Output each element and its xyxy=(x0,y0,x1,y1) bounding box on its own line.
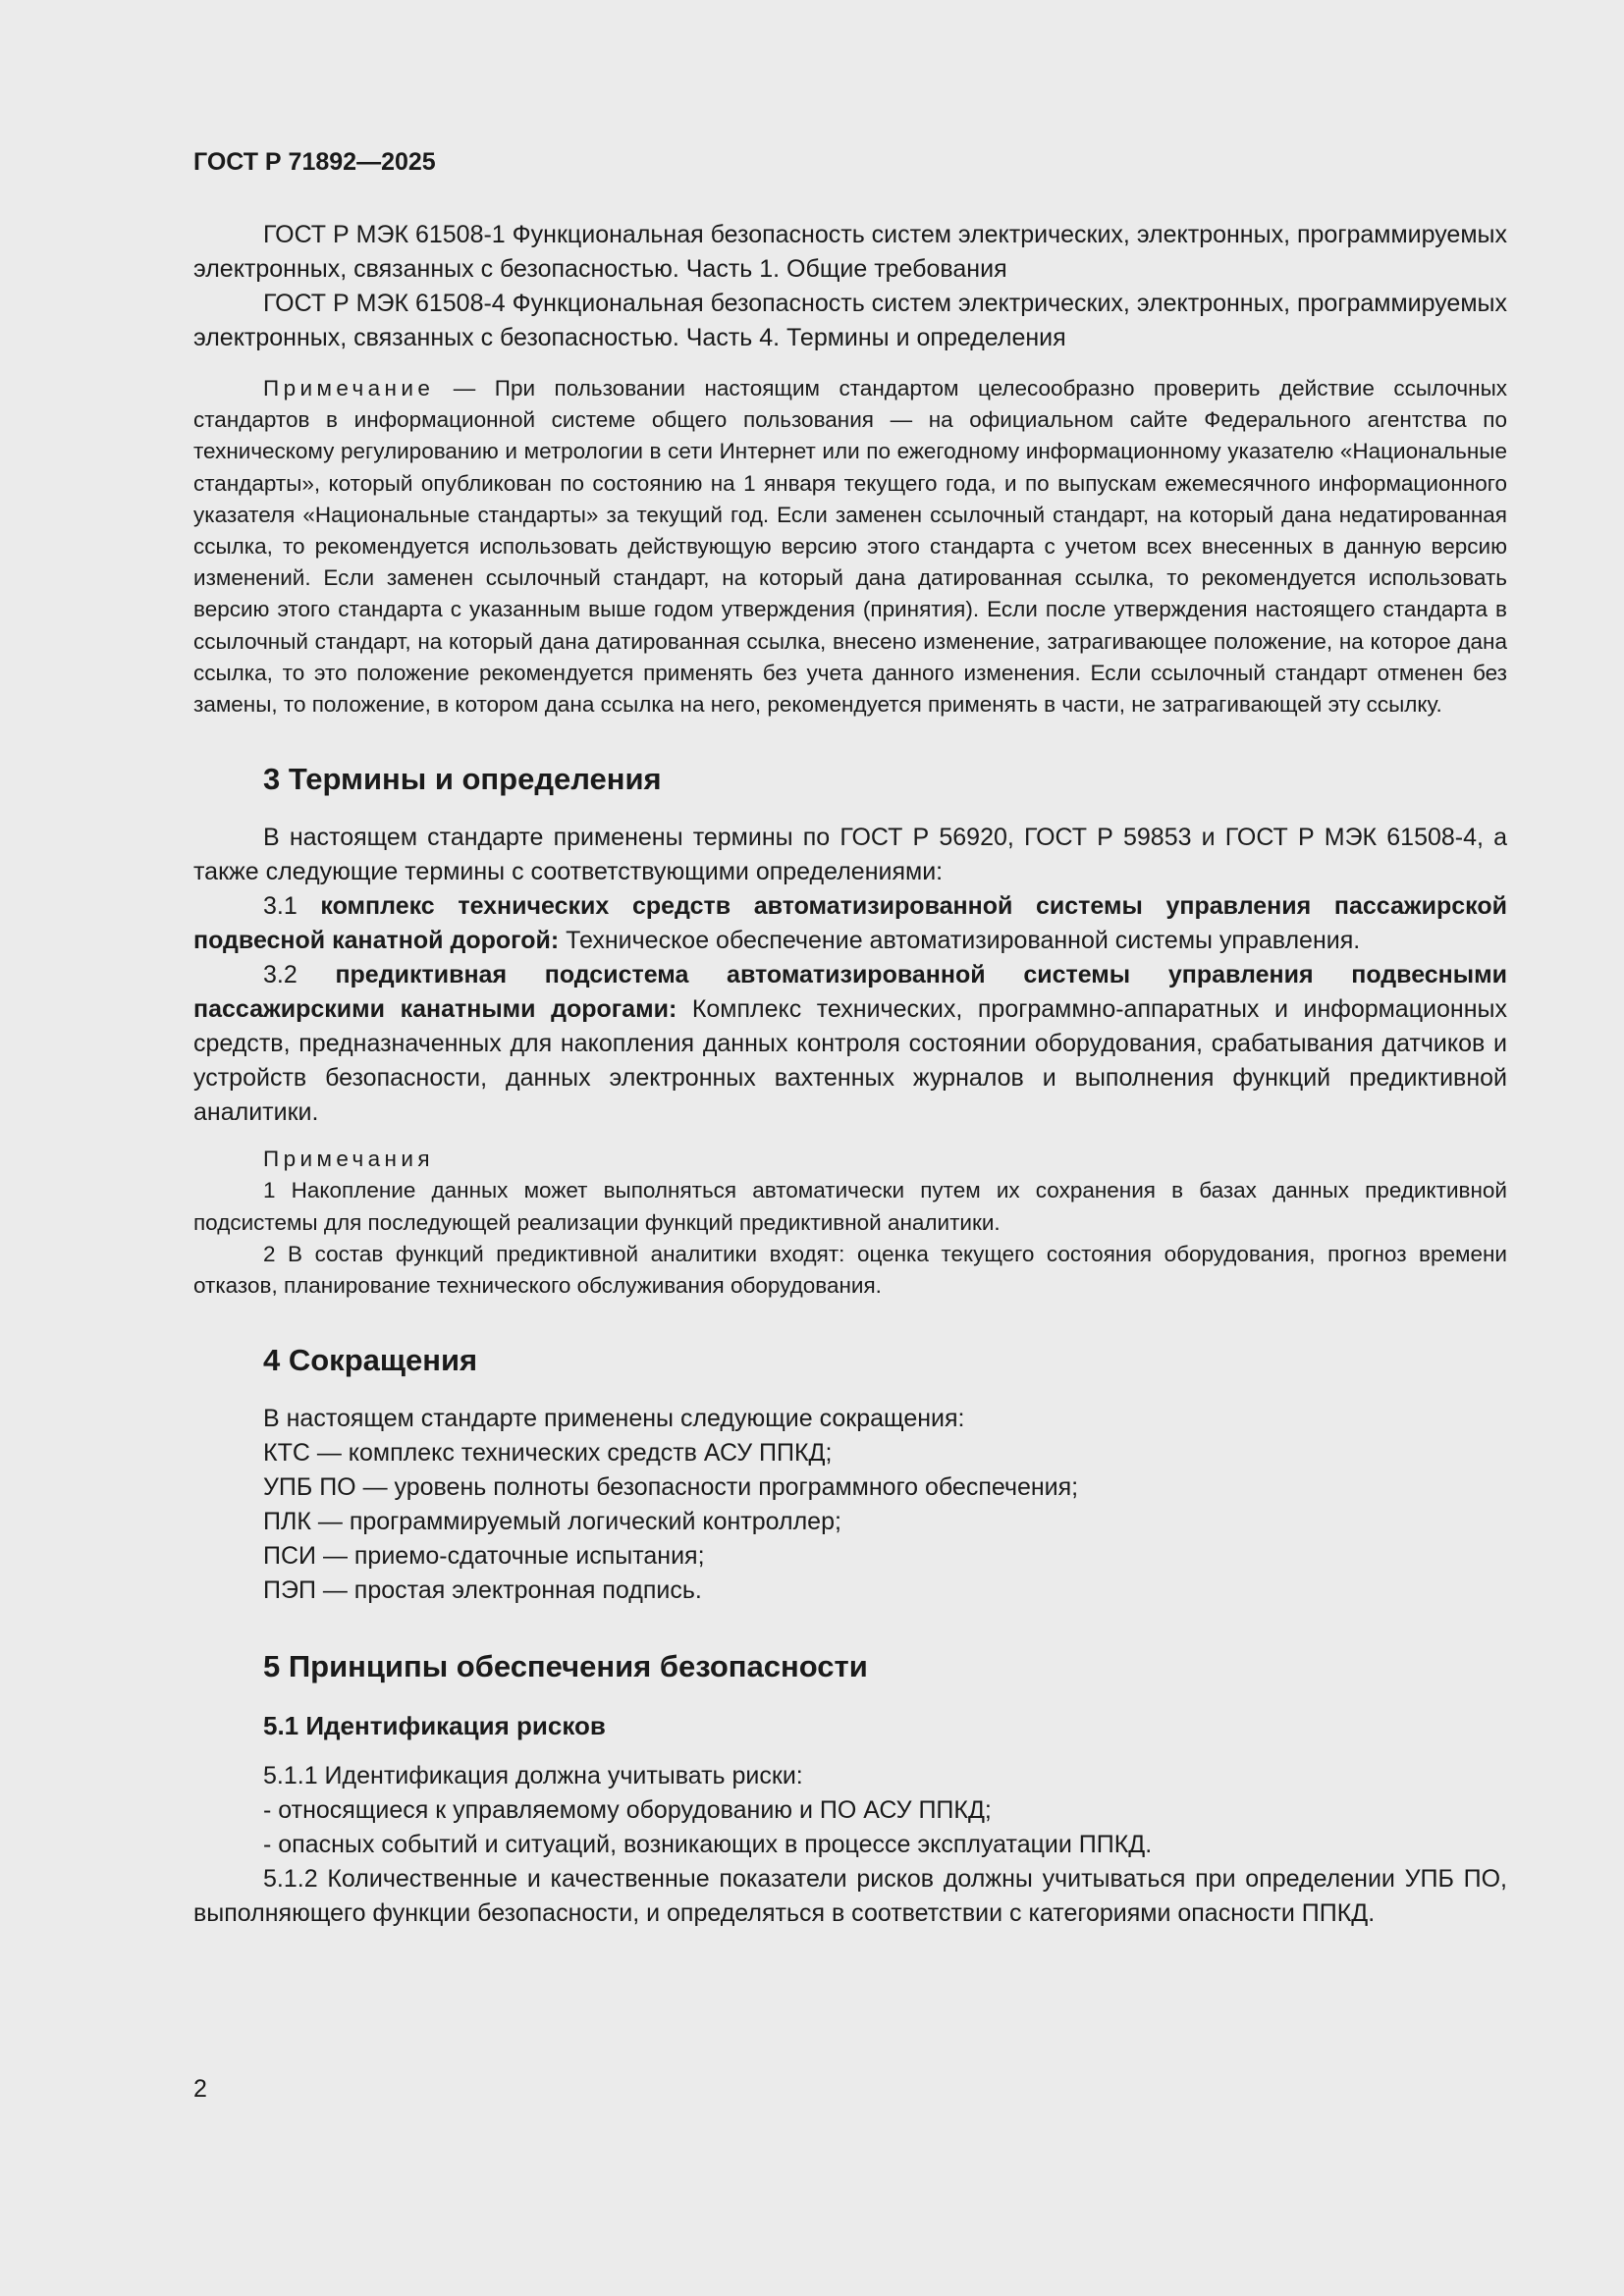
abbreviation-line: УПБ ПО — уровень полноты безопасности программного обеспечения; xyxy=(263,1473,1079,1502)
note-item: 1 Накопление данных может выполняться автоматически путем их сохранения в базах данных предиктивной подсистемы для последующей реализации функций предиктивной аналитики. xyxy=(193,1178,1507,1235)
section-3-title: 3 Термины и определения xyxy=(263,762,662,797)
reference-item: ГОСТ Р МЭК 61508-1 Функциональная безопасность систем электрических, электронных, программируемых электронных, связанных с безопасностью. Часть 1. Общие требования xyxy=(193,221,1507,283)
term-3-1 xyxy=(193,889,1507,958)
abbreviation-line: ПСИ — приемо-сдаточные испытания; xyxy=(263,1542,705,1571)
document-header: ГОСТ Р 71892—2025 xyxy=(193,148,436,176)
abbreviation-line: КТС — комплекс технических средств АСУ ППКД; xyxy=(263,1439,833,1468)
section-3-intro: В настоящем стандарте применены термины по ГОСТ Р 56920, ГОСТ Р 59853 и ГОСТ Р МЭК 61508-4, а также следующие термины с соответствующими определениями: xyxy=(193,824,1507,886)
term-title: предиктивная подсистема автоматизированной системы управления подвесными пассажирскими канатными дорогами: xyxy=(193,961,1507,1024)
notes-heading: Примечания xyxy=(263,1147,434,1172)
abbreviation-line: В настоящем стандарте применены следующие сокращения: xyxy=(263,1405,965,1433)
abbreviation-line: ПЛК — программируемый логический контроллер; xyxy=(263,1508,841,1536)
clause-line: - относящиеся к управляемому оборудованию и ПО АСУ ППКД; xyxy=(263,1796,992,1825)
term-number: 3.1 xyxy=(263,892,321,921)
term-definition: Техническое обеспечение автоматизированной системы управления. xyxy=(559,927,1361,955)
abbreviation-line: ПЭП — простая электронная подпись. xyxy=(263,1576,702,1605)
reference-item: ГОСТ Р МЭК 61508-4 Функциональная безопасность систем электрических, электронных, программируемых электронных, связанных с безопасностью. Часть 4. Термины и определения xyxy=(193,290,1507,351)
note-item: 2 В состав функций предиктивной аналитики входят: оценка текущего состояния оборудования, прогноз времени отказов, планирование технического обслуживания оборудования. xyxy=(193,1241,1507,1299)
note-text: — При пользовании настоящим стандартом целесообразно проверить действие ссылочных стандартов в информационной системе общего пользования — на официальном сайте Федерального агентства по техническому регулированию и метрологии в сети Интернет или по ежегодному информационному указателю «Национальные стандарты», который опубликован по состоянию на 1 января текущего года, и по выпускам ежемесячного информационного указателя «Национальные стандарты» за текущий год. Если заменен ссылочный стандарт, на который дана недатированная ссылка, то рекомендуется использовать действующую версию этого стандарта с учетом всех внесенных в данную версию изменений. Если заменен ссылочный стандарт, на который дана датированная ссылка, то рекомендуется использовать версию этого стандарта с указанным выше годом утверждения (принятия). Если после утверждения настоящего стандарта в ссылочный стандарт, на который дана датированная ссылка, внесено изменение, затрагивающее положение, на которое дана ссылка, то это положение рекомендуется применять без учета данного изменения. Если ссылочный стандарт отменен без замены, то положение, в котором дана ссылка на него, рекомендуется применять в части, не затрагивающей эту ссылку. xyxy=(193,376,1507,718)
term-definition: Комплекс технических, программно-аппаратных и информационных средств, предназначенных для накопления данных контроля состоянии оборудования, срабатывания датчиков и устройств безопасности, данных электронных вахтенных журналов и выполнения функций предиктивной аналитики. xyxy=(193,995,1507,1127)
section-5-title: 5 Принципы обеспечения безопасности xyxy=(263,1649,868,1684)
page-number: 2 xyxy=(193,2075,207,2103)
term-3-2 xyxy=(193,958,1507,1130)
clause-paragraph: 5.1.2 Количественные и качественные показатели рисков должны учитываться при определении УПБ ПО, выполняющего функции безопасности, и определяться в соответствии с категориями опасности ППКД. xyxy=(193,1865,1507,1928)
note-label: Примечание xyxy=(263,376,435,400)
term-number: 3.2 xyxy=(263,961,336,989)
document-page xyxy=(193,145,1507,1931)
term-title: комплекс технических средств автоматизированной системы управления пассажирской подвесной канатной дорогой: xyxy=(193,892,1507,955)
section-4-title: 4 Сокращения xyxy=(263,1343,478,1378)
subsection-5-1-title: 5.1 Идентификация рисков xyxy=(263,1711,606,1741)
clause-line: 5.1.1 Идентификация должна учитывать риски: xyxy=(263,1762,803,1790)
note-paragraph xyxy=(193,373,1507,721)
clause-line: - опасных событий и ситуаций, возникающих в процессе эксплуатации ППКД. xyxy=(263,1831,1153,1859)
